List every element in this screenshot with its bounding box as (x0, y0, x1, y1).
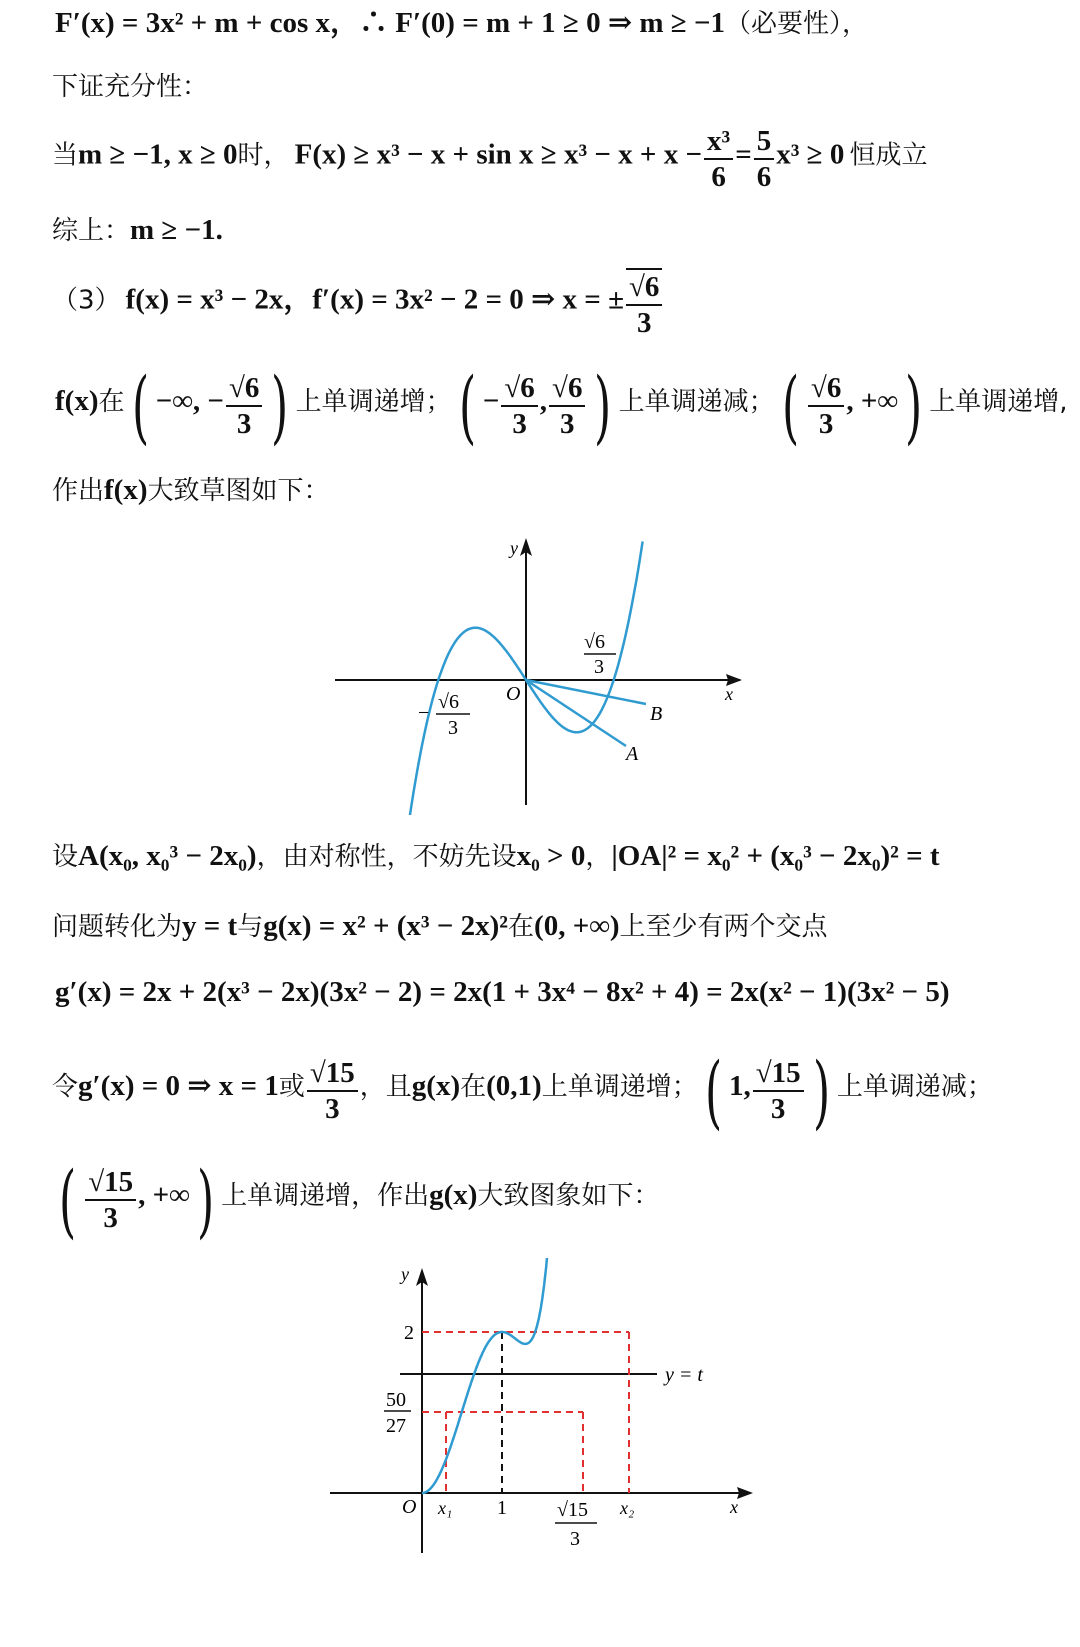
graph2-guides (422, 1332, 629, 1493)
point-A-coords: A(x₀, x₀³ − 2x₀) (78, 840, 257, 872)
line-3 (52, 124, 1080, 194)
graph2-line-label: y = t (665, 1364, 703, 1386)
frac-denominator: 3 (559, 407, 575, 440)
f-of-x: f(x) (104, 474, 148, 506)
interval-0-1: (0,1) (486, 1070, 542, 1102)
increasing-2: 上单调递增, (929, 387, 1068, 417)
frac-denominator: 6 (756, 161, 772, 193)
tick-neg-sign: − (418, 702, 430, 724)
frac-numerator: 5 (754, 124, 775, 160)
graph2-x-arrow (737, 1487, 753, 1499)
graph2-label-x: x (730, 1497, 738, 1517)
graph1-axes (335, 542, 740, 805)
comma: ， (585, 842, 612, 872)
paren-right: ) (594, 360, 612, 453)
graph2-x-label-num: √15 (557, 1499, 588, 1521)
graph2-label-y: y (401, 1264, 409, 1284)
increasing-draw: 上单调递增，作出 (221, 1181, 430, 1211)
frac-numerator: √6 (808, 371, 844, 407)
graph2-origin: O (402, 1496, 417, 1518)
graph1-label-x: x (725, 684, 733, 704)
graph-f-sketch (330, 530, 750, 815)
frac-denominator: 3 (325, 1092, 340, 1125)
domain-interval: (0, +∞) (534, 910, 620, 942)
f-of-x: f(x) (55, 385, 99, 417)
frac-numerator: √6 (226, 371, 262, 407)
g-of-x: g(x) (429, 1179, 478, 1211)
text-zai: 在 (98, 387, 125, 417)
g-critical-1: g′(x) = 0 ⇒ x = 1 (78, 1070, 279, 1102)
paren-left: ( (704, 1045, 722, 1138)
paren-left: ( (59, 1154, 77, 1247)
when-suffix: 时， (237, 140, 290, 171)
frac-numerator: √15 (753, 1056, 804, 1092)
part-3-label: （3） (52, 285, 121, 316)
line-6 (55, 360, 1080, 453)
necessity-note: （必要性）， (724, 9, 868, 39)
frac-numerator: √15 (85, 1165, 136, 1201)
text-and: 与 (237, 912, 264, 942)
decreasing: 上单调递减； (618, 387, 775, 417)
graph2-x-label-x2: x₂ (620, 1498, 635, 1518)
interval3-right: , +∞ (846, 385, 899, 417)
line-9 (52, 906, 1080, 943)
text-sketch: 大致草图如下： (147, 476, 330, 506)
paren-left: ( (781, 360, 799, 453)
graph2-curve (422, 1258, 555, 1493)
symmetry-note: ，由对称性，不妨先设 (256, 842, 517, 872)
text-and: ，且 (359, 1072, 412, 1102)
tick-neg-den: 3 (448, 717, 458, 739)
fraction-sqrt6-over-3 (626, 268, 662, 340)
line-10 (55, 976, 1080, 1009)
x3-geq-zero: x³ ≥ 0 (776, 138, 845, 171)
interval-right: , +∞ (138, 1179, 190, 1211)
frac-denominator: 3 (103, 1201, 118, 1234)
when-prefix: 当 (52, 140, 79, 171)
decreasing: 上单调递减； (836, 1072, 993, 1102)
frac-denominator: 3 (236, 407, 252, 440)
interval2-frac-a (501, 371, 537, 441)
interval3-frac (808, 371, 844, 441)
line-1 (55, 0, 1080, 41)
interval-frac (85, 1165, 136, 1235)
graph1-origin: O (506, 683, 521, 705)
equals-sign: = (735, 138, 752, 171)
paren-right: ) (812, 1045, 830, 1138)
graph1-label-y: y (510, 538, 518, 558)
line-2: 下证充分性： (52, 72, 209, 102)
interval2-minus: − (482, 385, 500, 417)
text-zai: 在 (460, 1072, 487, 1102)
graph2-y-label-den: 27 (386, 1415, 406, 1437)
graph1-curve (382, 542, 642, 816)
text-let: 令 (52, 1072, 79, 1102)
line-8 (52, 836, 1080, 873)
conclusion-math: m ≥ −1. (130, 214, 223, 246)
frac-denominator: 3 (636, 307, 652, 339)
paren-right: ) (271, 360, 289, 453)
text-two-intersections: 上至少有两个交点 (619, 912, 828, 942)
conclusion-label: 综上： (52, 216, 131, 246)
g-derivative-factored: g′(x) = 2x + 2(x³ − 2x)(3x² − 2) = 2x(1 + 3x⁴ − 8x² + 4) = 2x(x² − 1)(3x² − 5) (55, 976, 950, 1008)
line-11 (52, 1045, 1080, 1138)
text-convert: 问题转化为 (52, 912, 183, 942)
y-equals-t: y = t (182, 910, 238, 942)
paren-left: ( (131, 360, 149, 453)
interval-left: 1, (728, 1070, 751, 1102)
x0-positive: x₀ > 0 (516, 840, 586, 872)
frac-numerator: x³ (704, 124, 733, 160)
text-draw: 作出 (52, 476, 105, 506)
graph2-x-label-x1: x₁ (438, 1498, 453, 1518)
OA-squared: |OA|² = x₀² + (x₀³ − 2x₀)² = t (611, 840, 940, 872)
g-of-x: g(x) (411, 1070, 461, 1102)
paren-right: ) (905, 360, 923, 453)
fraction-sqrt15-over-3 (307, 1056, 358, 1126)
condition-m-x: m ≥ −1, x ≥ 0 (78, 138, 238, 171)
f-derivative-roots: f(x) = x³ − 2x，f′(x) = 3x² − 2 = 0 ⇒ x = ± (125, 283, 624, 316)
graph2-y-label-2: 2 (404, 1322, 414, 1344)
frac-denominator: 3 (818, 407, 834, 440)
g-definition: g(x) = x² + (x³ − 2x)² (263, 910, 509, 942)
frac-numerator: √6 (626, 268, 662, 306)
interval2-comma: , (539, 385, 548, 417)
frac-numerator: √6 (549, 371, 585, 407)
fraction-5-over-6 (754, 124, 775, 194)
line-7 (52, 470, 1080, 507)
interval2-frac-b (549, 371, 585, 441)
point-b-label: B (650, 703, 663, 725)
line-4 (52, 210, 1080, 247)
graph-g-sketch (325, 1258, 765, 1558)
text-graph: 大致图象如下： (477, 1181, 660, 1211)
point-a-label: A (626, 743, 639, 765)
derivative-F-expression: F′(x) = 3x² + m + cos x，∴ F′(0) = m + 1 ≥ 0 ⇒ m ≥ −1 (55, 7, 725, 39)
increasing: 上单调递增； (541, 1072, 698, 1102)
text-let: 设 (52, 842, 79, 872)
frac-numerator: √15 (307, 1056, 358, 1092)
line-12 (52, 1154, 1080, 1247)
line-5 (52, 268, 1080, 340)
graph2-y-label-num: 50 (386, 1389, 406, 1411)
tick-neg-num: √6 (438, 691, 459, 713)
frac-denominator: 6 (711, 161, 726, 193)
fraction-x3-over-6 (704, 124, 733, 194)
F-inequality: F(x) ≥ x³ − x + sin x ≥ x³ − x + x − (294, 138, 702, 171)
frac-denominator: 3 (512, 407, 527, 440)
graph2-x-label-den: 3 (570, 1528, 580, 1550)
always-holds: 恒成立 (849, 140, 928, 171)
increasing-1: 上单调递增； (295, 387, 452, 417)
paren-right: ) (196, 1154, 215, 1247)
text-zai: 在 (508, 912, 535, 942)
paren-left: ( (458, 360, 476, 453)
tick-pos-den: 3 (594, 656, 604, 678)
interval-frac (753, 1056, 804, 1126)
interval1-left: −∞, − (155, 385, 224, 417)
interval1-frac (226, 371, 262, 441)
frac-numerator: √6 (501, 371, 537, 407)
graph1-chords (526, 680, 646, 746)
frac-denominator: 3 (770, 1092, 786, 1125)
graph2-x-label-1: 1 (497, 1497, 507, 1519)
tick-pos-num: √6 (584, 631, 605, 653)
text-or: 或 (278, 1072, 305, 1102)
